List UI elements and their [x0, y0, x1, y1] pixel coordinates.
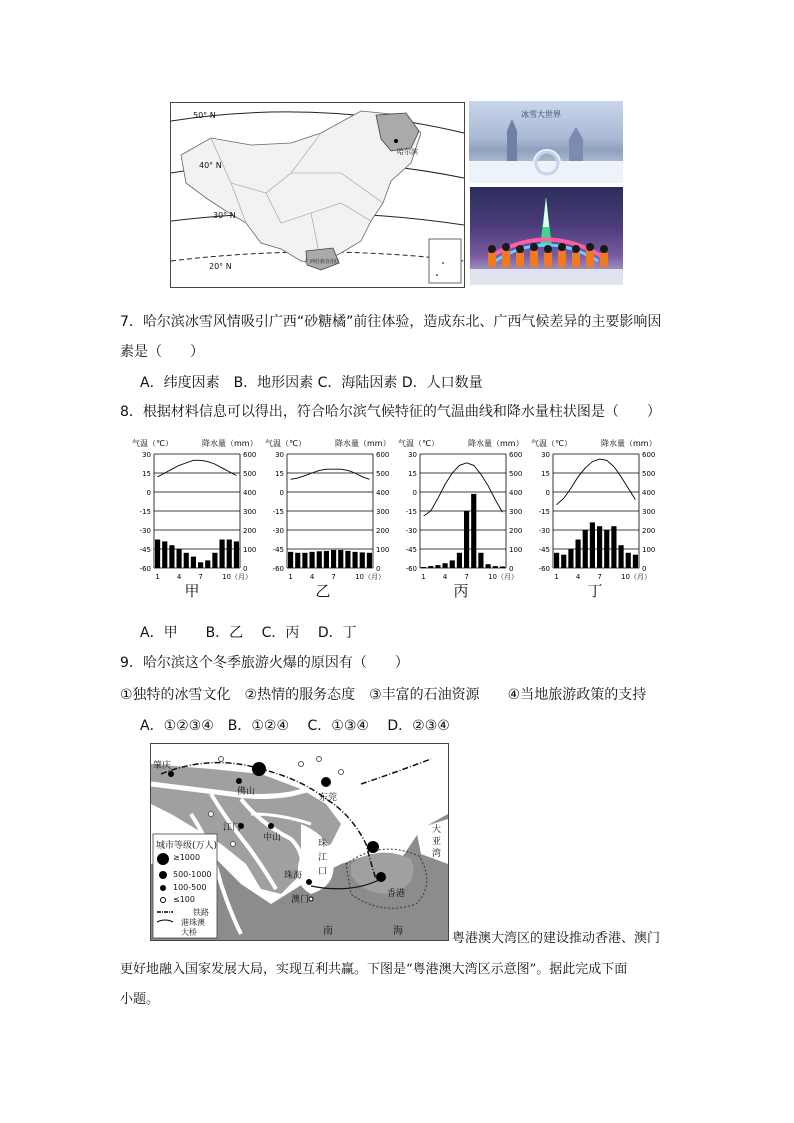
city-zhaoqing: 肇庆	[153, 761, 172, 771]
legend-item-2: 500-1000	[173, 870, 212, 879]
guangxi-label: 广西壮族自治区	[305, 259, 341, 265]
precip-bar	[421, 567, 426, 568]
temp-tick-label: 30	[408, 451, 417, 459]
precip-tick-label: 100	[243, 546, 257, 554]
precip-tick-label: 300	[243, 508, 257, 516]
q9-items: ①独特的冰雪文化 ②热情的服务态度 ③丰富的石油资源 ④当地旅游政策的支持	[120, 687, 647, 703]
temp-tick-label: 15	[541, 470, 550, 478]
month-tick-label: 7	[331, 573, 336, 581]
month-tick-label: 10（月）	[222, 573, 253, 581]
lat-50-label: 50° N	[193, 111, 216, 120]
temp-tick-label: 0	[146, 489, 151, 497]
month-tick-label: 7	[464, 573, 469, 581]
temp-tick-label: -45	[405, 546, 417, 554]
water-label-nan: 南	[323, 926, 333, 937]
temp-tick-label: 30	[142, 451, 151, 459]
water-label-wan: 湾	[432, 849, 442, 859]
temp-tick-label: -15	[405, 508, 417, 516]
passage-line3: 小题。	[120, 992, 160, 1007]
precip-bar	[295, 553, 300, 568]
month-tick-label: 1	[288, 573, 293, 581]
precip-tick-label: 100	[642, 546, 656, 554]
precip-bar	[590, 522, 595, 568]
temp-tick-label: 15	[275, 470, 284, 478]
precip-tick-label: 200	[509, 527, 523, 535]
legend-item-5: 铁路	[193, 908, 209, 917]
precip-bar	[162, 541, 167, 568]
temp-tick-label: -15	[272, 508, 284, 516]
precip-tick-label: 400	[376, 489, 390, 497]
legend-item-3: 100-500	[173, 883, 207, 892]
city-macau: 澳门	[291, 895, 310, 905]
precip-bar	[367, 553, 372, 568]
temp-tick-label: -60	[405, 565, 417, 573]
precip-tick-label: 300	[509, 508, 523, 516]
precip-bar	[561, 555, 566, 568]
precip-tick-label: 100	[376, 546, 390, 554]
month-tick-label: 7	[597, 573, 602, 581]
precip-bar	[310, 552, 315, 568]
temp-tick-label: -45	[139, 546, 151, 554]
q8-options: A．甲 B．乙 C．丙 D．丁	[140, 625, 357, 641]
temp-tick-label: -30	[538, 527, 550, 535]
temp-tick-label: 30	[275, 451, 284, 459]
precip-bar	[234, 541, 239, 568]
precip-tick-label: 100	[509, 546, 523, 554]
precip-axis-title: 降水量（mm）	[335, 439, 391, 448]
water-label-kou: 口	[318, 867, 328, 877]
temp-curve	[424, 463, 503, 516]
temp-axis-title: 气温（℃）	[398, 439, 439, 448]
precip-tick-label: 400	[642, 489, 656, 497]
chart-label-jia: 甲	[184, 582, 200, 600]
city-dongguan: 东莞	[319, 793, 338, 803]
city-foshan: 佛山	[237, 787, 256, 797]
precip-bar	[184, 553, 189, 568]
precip-bar	[191, 557, 196, 568]
precip-bar	[583, 530, 588, 568]
lat-40-label: 40° N	[199, 161, 222, 170]
temp-tick-label: 15	[408, 470, 417, 478]
climate-charts	[130, 432, 670, 602]
temp-tick-label: 0	[545, 489, 550, 497]
precip-bar	[288, 552, 293, 568]
precip-bar	[220, 540, 225, 569]
temp-tick-label: -15	[538, 508, 550, 516]
precip-tick-label: 600	[642, 451, 656, 459]
precip-bar	[198, 562, 203, 568]
precip-bar	[471, 494, 476, 568]
temp-curve	[291, 469, 370, 479]
city-jiangmen: 江门	[223, 823, 242, 833]
precip-bar	[633, 555, 638, 568]
precip-tick-label: 500	[376, 470, 390, 478]
legend-title: 城市等级(万人)	[156, 841, 218, 851]
chart-label-yi: 乙	[315, 582, 331, 600]
precip-bar	[604, 530, 609, 568]
precip-tick-label: 600	[376, 451, 390, 459]
precip-tick-label: 0	[243, 565, 248, 573]
precip-bar	[611, 526, 616, 568]
precip-tick-label: 400	[509, 489, 523, 497]
temp-tick-label: -60	[538, 565, 550, 573]
precip-tick-label: 400	[243, 489, 257, 497]
q9-stem: 9．哈尔滨这个冬季旅游火爆的原因有（ ）	[120, 655, 409, 671]
precip-bar	[554, 553, 559, 568]
precip-bar	[302, 553, 307, 568]
precip-tick-label: 0	[376, 565, 381, 573]
month-tick-label: 1	[554, 573, 559, 581]
temp-axis-title: 气温（℃）	[265, 439, 306, 448]
legend-item-1: ≥1000	[173, 853, 201, 862]
temp-tick-label: -45	[538, 546, 550, 554]
temp-tick-label: -45	[272, 546, 284, 554]
harbin-label: 哈尔滨	[397, 148, 418, 156]
precip-tick-label: 500	[642, 470, 656, 478]
precip-bar	[177, 549, 182, 568]
month-tick-label: 4	[176, 573, 182, 581]
precip-bar	[360, 552, 365, 568]
precip-tick-label: 300	[376, 508, 390, 516]
precip-bar	[619, 545, 624, 568]
water-label-ya: 亚	[432, 837, 442, 847]
temp-tick-label: -60	[272, 565, 284, 573]
precip-axis-title: 降水量（mm）	[202, 439, 258, 448]
precip-bar	[450, 560, 455, 568]
temp-tick-label: -30	[272, 527, 284, 535]
precip-bar	[317, 551, 322, 568]
precip-bar	[324, 551, 329, 568]
temp-tick-label: -15	[139, 508, 151, 516]
bay-area-map	[150, 743, 449, 941]
precip-tick-label: 0	[509, 565, 514, 573]
month-tick-label: 4	[575, 573, 581, 581]
month-tick-label: 10（月）	[621, 573, 652, 581]
precip-bar	[345, 551, 350, 568]
precip-bar	[597, 526, 602, 568]
temp-tick-label: 0	[279, 489, 284, 497]
temp-tick-label: -60	[139, 565, 151, 573]
water-label-da: 大	[432, 825, 442, 835]
precip-bar	[478, 553, 483, 568]
precip-bar	[212, 553, 217, 568]
temp-tick-label: -30	[139, 527, 151, 535]
legend-item-7: 大桥	[181, 928, 197, 937]
temp-tick-label: 0	[412, 489, 417, 497]
city-zhuhai: 珠海	[284, 871, 303, 881]
precip-bar	[155, 540, 160, 569]
passage-line1: 粤港澳大湾区的建设推动香港、澳门	[452, 931, 661, 946]
precip-tick-label: 200	[243, 527, 257, 535]
precip-bar	[464, 511, 469, 568]
precip-bar	[500, 566, 505, 568]
precip-bar	[493, 566, 498, 568]
month-tick-label: 4	[442, 573, 448, 581]
precip-tick-label: 500	[243, 470, 257, 478]
precip-bar	[443, 563, 448, 568]
precip-axis-title: 降水量（mm）	[601, 439, 657, 448]
precip-bar	[435, 565, 440, 568]
water-label-jiang: 江	[318, 853, 328, 863]
precip-tick-label: 300	[642, 508, 656, 516]
ice-world-photo	[469, 101, 623, 183]
legend-item-6: 港珠澳	[181, 918, 205, 927]
precip-bar	[169, 545, 174, 568]
precip-tick-label: 600	[509, 451, 523, 459]
q7-stem-line1: 7．哈尔滨冰雪风情吸引广西“砂糖橘”前往体验，造成东北、广西气候差异的主要影响因	[120, 314, 662, 330]
city-hongkong: 香港	[387, 889, 406, 899]
month-tick-label: 4	[309, 573, 315, 581]
water-label-hai: 海	[393, 926, 403, 937]
precip-tick-label: 600	[243, 451, 257, 459]
month-tick-label: 10（月）	[488, 573, 519, 581]
ice-festival-photo	[470, 187, 623, 285]
precip-bar	[576, 540, 581, 569]
legend-item-4: ≤100	[173, 895, 195, 904]
precip-tick-label: 200	[376, 527, 390, 535]
temp-tick-label: -30	[405, 527, 417, 535]
precip-bar	[331, 550, 336, 568]
precip-bar	[626, 553, 631, 568]
q7-stem-line2: 素是（ ）	[120, 344, 204, 360]
precip-bar	[353, 552, 358, 568]
precip-bar	[457, 553, 462, 568]
china-map	[170, 102, 465, 288]
month-tick-label: 1	[155, 573, 160, 581]
month-tick-label: 7	[198, 573, 203, 581]
temp-tick-label: 30	[541, 451, 550, 459]
precip-bar	[227, 540, 232, 569]
precip-bar	[428, 566, 433, 568]
water-label-zhu: 珠	[318, 839, 328, 849]
q7-options: A．纬度因素 B．地形因素 C．海陆因素 D．人口数量	[140, 375, 483, 391]
month-tick-label: 1	[421, 573, 426, 581]
chart-label-ding: 丁	[587, 582, 603, 600]
precip-bar	[568, 549, 573, 568]
city-zhongshan: 中山	[263, 833, 282, 843]
lat-20-label: 20° N	[209, 262, 232, 271]
temp-curve	[557, 459, 636, 505]
q9-options: A．①②③④ B．①②④ C．①③④ D．②③④	[140, 718, 450, 734]
precip-tick-label: 500	[509, 470, 523, 478]
precip-bar	[486, 564, 491, 568]
precip-bar	[338, 550, 343, 568]
q8-stem: 8．根据材料信息可以得出，符合哈尔滨气候特征的气温曲线和降水量柱状图是（ ）	[120, 404, 661, 420]
ice-world-caption: 冰雪大世界	[521, 110, 561, 119]
temp-axis-title: 气温（℃）	[132, 439, 173, 448]
temp-tick-label: 15	[142, 470, 151, 478]
precip-axis-title: 降水量（mm）	[468, 439, 524, 448]
chart-label-bing: 丙	[453, 582, 469, 600]
precip-bar	[205, 560, 210, 568]
precip-tick-label: 200	[642, 527, 656, 535]
temp-axis-title: 气温（℃）	[531, 439, 572, 448]
month-tick-label: 10（月）	[355, 573, 386, 581]
precip-tick-label: 0	[642, 565, 647, 573]
passage-line2: 更好地融入国家发展大局，实现互利共赢。下图是“粤港澳大湾区示意图”。据此完成下面	[120, 962, 628, 977]
temp-curve	[158, 460, 237, 476]
lat-30-label: 30° N	[213, 211, 236, 220]
